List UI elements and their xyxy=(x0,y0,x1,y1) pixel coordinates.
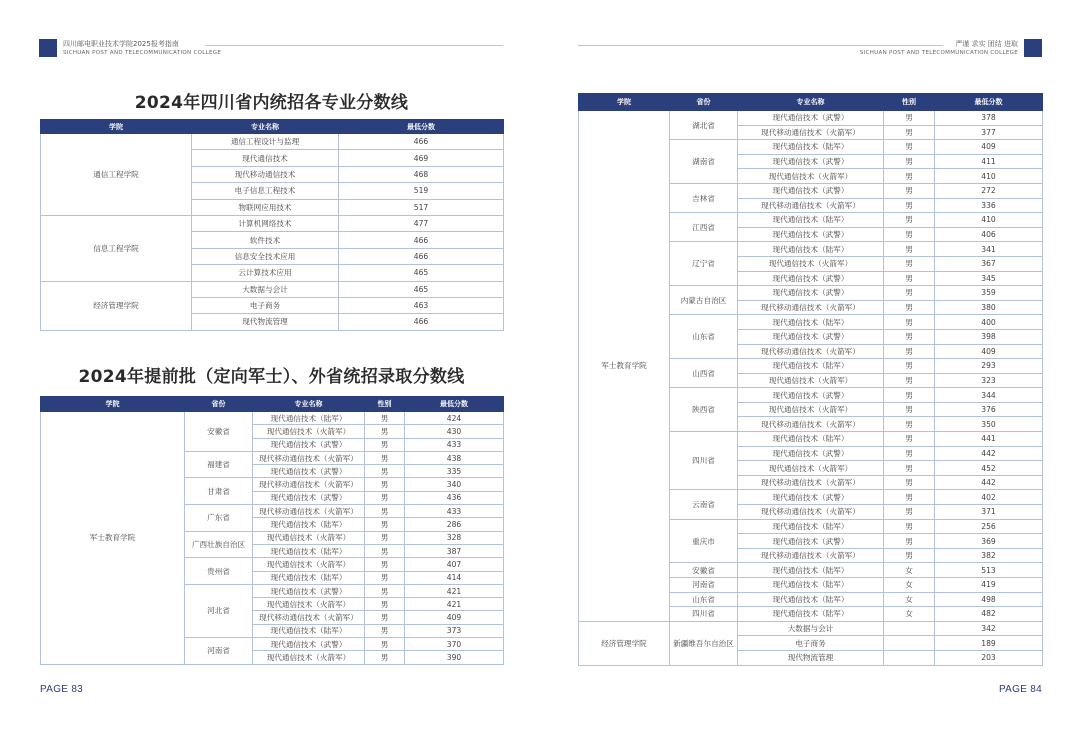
major-cell: 现代移动通信技术（火箭军） xyxy=(738,300,884,315)
gender-cell: 男 xyxy=(884,111,935,126)
table-row xyxy=(41,134,504,150)
province-cell: 山东省 xyxy=(670,592,738,607)
college-cell: 军士教育学院 xyxy=(41,412,185,665)
gender-cell: 女 xyxy=(884,563,935,578)
major-cell: 现代通信技术（武警） xyxy=(738,271,884,286)
gender-cell: 男 xyxy=(365,531,405,544)
gender-cell xyxy=(884,621,935,636)
right-header-square-icon xyxy=(1024,39,1042,57)
province-cell: 河南省 xyxy=(185,638,253,665)
college-cell: 经济管理学院 xyxy=(579,621,670,665)
gender-cell: 男 xyxy=(884,227,935,242)
score-cell: 465 xyxy=(339,281,504,297)
major-cell: 物联网应用技术 xyxy=(192,199,339,215)
left-header-subtitle: SICHUAN POST AND TELECOMMUNICATION COLLEGE xyxy=(63,50,222,56)
left-header-title: 四川邮电职业技术学院2025报考指南 xyxy=(63,40,179,48)
score-cell: 409 xyxy=(405,611,504,624)
score-cell: 189 xyxy=(935,636,1043,651)
major-cell: 现代移动通信技术（火箭军） xyxy=(738,125,884,140)
gender-cell: 男 xyxy=(365,478,405,491)
column-header: 最低分数 xyxy=(339,120,504,134)
score-cell: 409 xyxy=(935,140,1043,155)
major-cell: 现代通信技术（武警） xyxy=(738,286,884,301)
major-cell: 现代通信技术（武警） xyxy=(738,111,884,126)
score-cell: 390 xyxy=(405,651,504,664)
major-cell: 现代通信技术（火箭军） xyxy=(738,461,884,476)
major-cell: 软件技术 xyxy=(192,232,339,248)
score-cell: 369 xyxy=(935,534,1043,549)
major-cell: 大数据与会计 xyxy=(192,281,339,297)
score-cell: 203 xyxy=(935,650,1043,665)
score-cell: 430 xyxy=(405,425,504,438)
gender-cell: 男 xyxy=(884,256,935,271)
gender-cell: 男 xyxy=(884,329,935,344)
column-header: 省份 xyxy=(185,397,253,412)
gender-cell: 男 xyxy=(365,518,405,531)
score-cell: 380 xyxy=(935,300,1043,315)
gender-cell: 男 xyxy=(884,432,935,447)
score-cell: 421 xyxy=(405,598,504,611)
gender-cell: 男 xyxy=(884,213,935,228)
major-cell: 现代通信技术（武警） xyxy=(253,465,365,478)
score-cell: 469 xyxy=(339,150,504,166)
major-cell: 现代通信技术（陆军） xyxy=(738,359,884,374)
college-cell: 通信工程学院 xyxy=(41,134,192,216)
score-cell: 336 xyxy=(935,198,1043,213)
score-cell: 465 xyxy=(339,265,504,281)
major-cell: 现代通信技术（陆军） xyxy=(253,571,365,584)
major-cell: 现代通信技术（陆军） xyxy=(738,607,884,622)
major-cell: 现代物流管理 xyxy=(738,650,884,665)
gender-cell: 男 xyxy=(884,125,935,140)
table2-title: 2024年提前批（定向军士）、外省统招录取分数线 xyxy=(78,367,465,387)
gender-cell: 男 xyxy=(365,651,405,664)
province-cell: 重庆市 xyxy=(670,519,738,563)
major-cell: 云计算技术应用 xyxy=(192,265,339,281)
gender-cell: 男 xyxy=(884,446,935,461)
major-cell: 现代通信技术（陆军） xyxy=(738,242,884,257)
major-cell: 现代通信技术（陆军） xyxy=(253,624,365,637)
major-cell: 现代移动通信技术（火箭军） xyxy=(738,417,884,432)
province-cell: 广东省 xyxy=(185,505,253,532)
college-cell: 信息工程学院 xyxy=(41,215,192,281)
gender-cell: 男 xyxy=(884,300,935,315)
score-cell: 466 xyxy=(339,232,504,248)
score-cell: 370 xyxy=(405,638,504,651)
in-province-score-table xyxy=(40,119,504,331)
major-cell: 现代通信技术（陆军） xyxy=(738,213,884,228)
gender-cell: 男 xyxy=(365,584,405,597)
major-cell: 现代移动通信技术（火箭军） xyxy=(253,451,365,464)
score-cell: 342 xyxy=(935,621,1043,636)
left-page-number: PAGE 83 xyxy=(40,684,84,695)
gender-cell: 女 xyxy=(884,607,935,622)
major-cell: 现代通信技术（陆军） xyxy=(738,432,884,447)
gender-cell: 女 xyxy=(884,592,935,607)
military-out-of-province-score-table-right xyxy=(578,93,1043,666)
major-cell: 现代通信技术（武警） xyxy=(738,329,884,344)
gender-cell: 男 xyxy=(884,548,935,563)
score-cell: 387 xyxy=(405,544,504,557)
column-header: 最低分数 xyxy=(935,94,1043,111)
major-cell: 现代移动通信技术（火箭军） xyxy=(738,505,884,520)
gender-cell: 男 xyxy=(884,505,935,520)
score-cell: 406 xyxy=(935,227,1043,242)
major-cell: 大数据与会计 xyxy=(738,621,884,636)
score-cell: 463 xyxy=(339,297,504,313)
score-cell: 256 xyxy=(935,519,1043,534)
province-cell: 安徽省 xyxy=(670,563,738,578)
major-cell: 现代通信技术（陆军） xyxy=(738,315,884,330)
gender-cell: 男 xyxy=(884,534,935,549)
major-cell: 现代移动通信技术（火箭军） xyxy=(738,548,884,563)
major-cell: 现代通信技术（火箭军） xyxy=(253,651,365,664)
major-cell: 现代移动通信技术（火箭军） xyxy=(253,611,365,624)
right-header-subtitle: SICHUAN POST AND TELECOMMUNICATION COLLEGE xyxy=(859,50,1018,56)
major-cell: 现代通信技术（武警） xyxy=(253,638,365,651)
score-cell: 519 xyxy=(339,183,504,199)
right-header-title: 严谨 求实 团结 进取 xyxy=(955,40,1018,48)
province-cell: 安徽省 xyxy=(185,412,253,452)
score-cell: 468 xyxy=(339,166,504,182)
province-cell: 甘肃省 xyxy=(185,478,253,505)
right-page-number: PAGE 84 xyxy=(998,684,1042,695)
gender-cell: 男 xyxy=(884,461,935,476)
gender-cell: 男 xyxy=(365,412,405,425)
college-cell: 军士教育学院 xyxy=(579,111,670,622)
score-cell: 442 xyxy=(935,475,1043,490)
score-cell: 466 xyxy=(339,248,504,264)
score-cell: 335 xyxy=(405,465,504,478)
score-cell: 410 xyxy=(935,213,1043,228)
gender-cell: 男 xyxy=(884,271,935,286)
province-cell: 山西省 xyxy=(670,359,738,388)
military-out-of-province-score-table-left xyxy=(40,396,504,665)
gender-cell: 男 xyxy=(365,438,405,451)
major-cell: 现代通信技术（武警） xyxy=(738,534,884,549)
major-cell: 现代通信技术（武警） xyxy=(253,438,365,451)
major-cell: 现代通信技术（陆军） xyxy=(253,544,365,557)
column-header: 性别 xyxy=(884,94,935,111)
gender-cell: 男 xyxy=(365,491,405,504)
score-cell: 340 xyxy=(405,478,504,491)
province-cell: 陕西省 xyxy=(670,388,738,432)
gender-cell: 男 xyxy=(884,359,935,374)
score-cell: 373 xyxy=(405,624,504,637)
score-cell: 441 xyxy=(935,432,1043,447)
gender-cell: 男 xyxy=(365,505,405,518)
column-header: 最低分数 xyxy=(405,397,504,412)
province-cell: 湖南省 xyxy=(670,140,738,184)
major-cell: 通信工程设计与监理 xyxy=(192,134,339,150)
score-cell: 371 xyxy=(935,505,1043,520)
major-cell: 电子商务 xyxy=(192,297,339,313)
major-cell: 现代通信技术（火箭军） xyxy=(253,531,365,544)
gender-cell: 男 xyxy=(884,490,935,505)
score-cell: 414 xyxy=(405,571,504,584)
gender-cell: 男 xyxy=(884,388,935,403)
score-cell: 442 xyxy=(935,446,1043,461)
right-header xyxy=(860,40,1018,58)
major-cell: 现代通信技术（武警） xyxy=(738,183,884,198)
major-cell: 现代移动通信技术（火箭军） xyxy=(738,198,884,213)
major-cell: 现代通信技术（火箭军） xyxy=(253,598,365,611)
score-cell: 517 xyxy=(339,199,504,215)
gender-cell: 男 xyxy=(884,169,935,184)
province-cell: 内蒙古自治区 xyxy=(670,286,738,315)
column-header: 学院 xyxy=(41,397,185,412)
gender-cell: 男 xyxy=(884,417,935,432)
gender-cell: 男 xyxy=(365,558,405,571)
gender-cell: 男 xyxy=(884,402,935,417)
score-cell: 498 xyxy=(935,592,1043,607)
score-cell: 323 xyxy=(935,373,1043,388)
score-cell: 378 xyxy=(935,111,1043,126)
major-cell: 现代通信技术（武警） xyxy=(738,227,884,242)
major-cell: 现代移动通信技术（火箭军） xyxy=(738,475,884,490)
score-cell: 421 xyxy=(405,584,504,597)
column-header: 专业名称 xyxy=(253,397,365,412)
score-cell: 410 xyxy=(935,169,1043,184)
score-cell: 345 xyxy=(935,271,1043,286)
score-cell: 438 xyxy=(405,451,504,464)
table-header-row xyxy=(41,397,504,412)
score-cell: 477 xyxy=(339,215,504,231)
gender-cell: 男 xyxy=(884,315,935,330)
score-cell: 402 xyxy=(935,490,1043,505)
major-cell: 现代通信技术（陆军） xyxy=(738,519,884,534)
gender-cell xyxy=(884,636,935,651)
table1-title: 2024年四川省内统招各专业分数线 xyxy=(134,93,409,113)
gender-cell: 男 xyxy=(365,571,405,584)
score-cell: 293 xyxy=(935,359,1043,374)
left-header-square-icon xyxy=(39,39,57,57)
gender-cell: 男 xyxy=(884,475,935,490)
table-row xyxy=(41,281,504,297)
gender-cell xyxy=(884,650,935,665)
gender-cell: 男 xyxy=(365,425,405,438)
major-cell: 现代通信技术（火箭军） xyxy=(253,558,365,571)
column-header: 专业名称 xyxy=(192,120,339,134)
score-cell: 482 xyxy=(935,607,1043,622)
major-cell: 现代通信技术（火箭军） xyxy=(253,425,365,438)
major-cell: 现代物流管理 xyxy=(192,314,339,330)
gender-cell: 男 xyxy=(365,544,405,557)
major-cell: 电子商务 xyxy=(738,636,884,651)
column-header: 学院 xyxy=(41,120,192,134)
table-header-row xyxy=(41,120,504,134)
major-cell: 现代移动通信技术（火箭军） xyxy=(253,478,365,491)
major-cell: 计算机网络技术 xyxy=(192,215,339,231)
score-cell: 350 xyxy=(935,417,1043,432)
province-cell: 云南省 xyxy=(670,490,738,519)
major-cell: 现代通信技术（陆军） xyxy=(253,412,365,425)
gender-cell: 男 xyxy=(884,183,935,198)
score-cell: 398 xyxy=(935,329,1043,344)
left-header-divider xyxy=(205,45,503,46)
column-header: 省份 xyxy=(670,94,738,111)
major-cell: 现代通信技术（陆军） xyxy=(738,578,884,593)
major-cell: 现代通信技术（武警） xyxy=(738,490,884,505)
gender-cell: 男 xyxy=(884,154,935,169)
gender-cell: 男 xyxy=(365,624,405,637)
major-cell: 现代移动通信技术 xyxy=(192,166,339,182)
score-cell: 424 xyxy=(405,412,504,425)
score-cell: 452 xyxy=(935,461,1043,476)
score-cell: 466 xyxy=(339,134,504,150)
score-cell: 272 xyxy=(935,183,1043,198)
gender-cell: 男 xyxy=(365,611,405,624)
gender-cell: 男 xyxy=(884,198,935,213)
score-cell: 377 xyxy=(935,125,1043,140)
score-cell: 344 xyxy=(935,388,1043,403)
gender-cell: 男 xyxy=(884,286,935,301)
college-cell: 经济管理学院 xyxy=(41,281,192,330)
major-cell: 现代移动通信技术（火箭军） xyxy=(738,344,884,359)
major-cell: 电子信息工程技术 xyxy=(192,183,339,199)
province-cell: 吉林省 xyxy=(670,183,738,212)
province-cell: 辽宁省 xyxy=(670,242,738,286)
score-cell: 433 xyxy=(405,438,504,451)
province-cell: 湖北省 xyxy=(670,111,738,140)
table-row xyxy=(41,412,504,425)
gender-cell: 男 xyxy=(884,373,935,388)
province-cell: 贵州省 xyxy=(185,558,253,585)
table-row xyxy=(579,621,1043,636)
score-cell: 436 xyxy=(405,491,504,504)
province-cell: 福建省 xyxy=(185,451,253,478)
province-cell: 江西省 xyxy=(670,213,738,242)
score-cell: 328 xyxy=(405,531,504,544)
score-cell: 466 xyxy=(339,314,504,330)
major-cell: 现代通信技术（武警） xyxy=(253,491,365,504)
major-cell: 现代通信技术（火箭军） xyxy=(738,373,884,388)
score-cell: 376 xyxy=(935,402,1043,417)
column-header: 性别 xyxy=(365,397,405,412)
gender-cell: 男 xyxy=(365,598,405,611)
column-header: 专业名称 xyxy=(738,94,884,111)
major-cell: 现代通信技术（武警） xyxy=(253,584,365,597)
major-cell: 现代通信技术（武警） xyxy=(738,388,884,403)
score-cell: 419 xyxy=(935,578,1043,593)
table-row xyxy=(579,111,1043,126)
score-cell: 367 xyxy=(935,256,1043,271)
score-cell: 341 xyxy=(935,242,1043,257)
major-cell: 现代通信技术 xyxy=(192,150,339,166)
gender-cell: 男 xyxy=(365,638,405,651)
score-cell: 513 xyxy=(935,563,1043,578)
gender-cell: 男 xyxy=(365,465,405,478)
score-cell: 382 xyxy=(935,548,1043,563)
major-cell: 现代通信技术（陆军） xyxy=(738,592,884,607)
gender-cell: 男 xyxy=(884,519,935,534)
province-cell: 广西壮族自治区 xyxy=(185,531,253,558)
score-cell: 411 xyxy=(935,154,1043,169)
major-cell: 现代通信技术（武警） xyxy=(738,154,884,169)
major-cell: 信息安全技术应用 xyxy=(192,248,339,264)
major-cell: 现代通信技术（陆军） xyxy=(738,563,884,578)
gender-cell: 女 xyxy=(884,578,935,593)
major-cell: 现代通信技术（陆军） xyxy=(738,140,884,155)
score-cell: 433 xyxy=(405,505,504,518)
province-cell: 四川省 xyxy=(670,432,738,490)
score-cell: 407 xyxy=(405,558,504,571)
province-cell: 山东省 xyxy=(670,315,738,359)
score-cell: 359 xyxy=(935,286,1043,301)
gender-cell: 男 xyxy=(365,451,405,464)
major-cell: 现代通信技术（武警） xyxy=(738,446,884,461)
major-cell: 现代通信技术（火箭军） xyxy=(738,402,884,417)
score-cell: 286 xyxy=(405,518,504,531)
province-cell: 新疆维吾尔自治区 xyxy=(670,621,738,665)
score-cell: 409 xyxy=(935,344,1043,359)
gender-cell: 男 xyxy=(884,344,935,359)
major-cell: 现代通信技术（陆军） xyxy=(253,518,365,531)
table-header-row xyxy=(579,94,1043,111)
major-cell: 现代通信技术（火箭军） xyxy=(738,169,884,184)
table-row xyxy=(41,215,504,231)
province-cell: 河北省 xyxy=(185,584,253,637)
major-cell: 现代通信技术（火箭军） xyxy=(738,256,884,271)
left-header xyxy=(63,40,221,58)
province-cell: 四川省 xyxy=(670,607,738,622)
province-cell: 河南省 xyxy=(670,578,738,593)
column-header: 学院 xyxy=(579,94,670,111)
major-cell: 现代移动通信技术（火箭军） xyxy=(253,505,365,518)
gender-cell: 男 xyxy=(884,140,935,155)
gender-cell: 男 xyxy=(884,242,935,257)
score-cell: 400 xyxy=(935,315,1043,330)
